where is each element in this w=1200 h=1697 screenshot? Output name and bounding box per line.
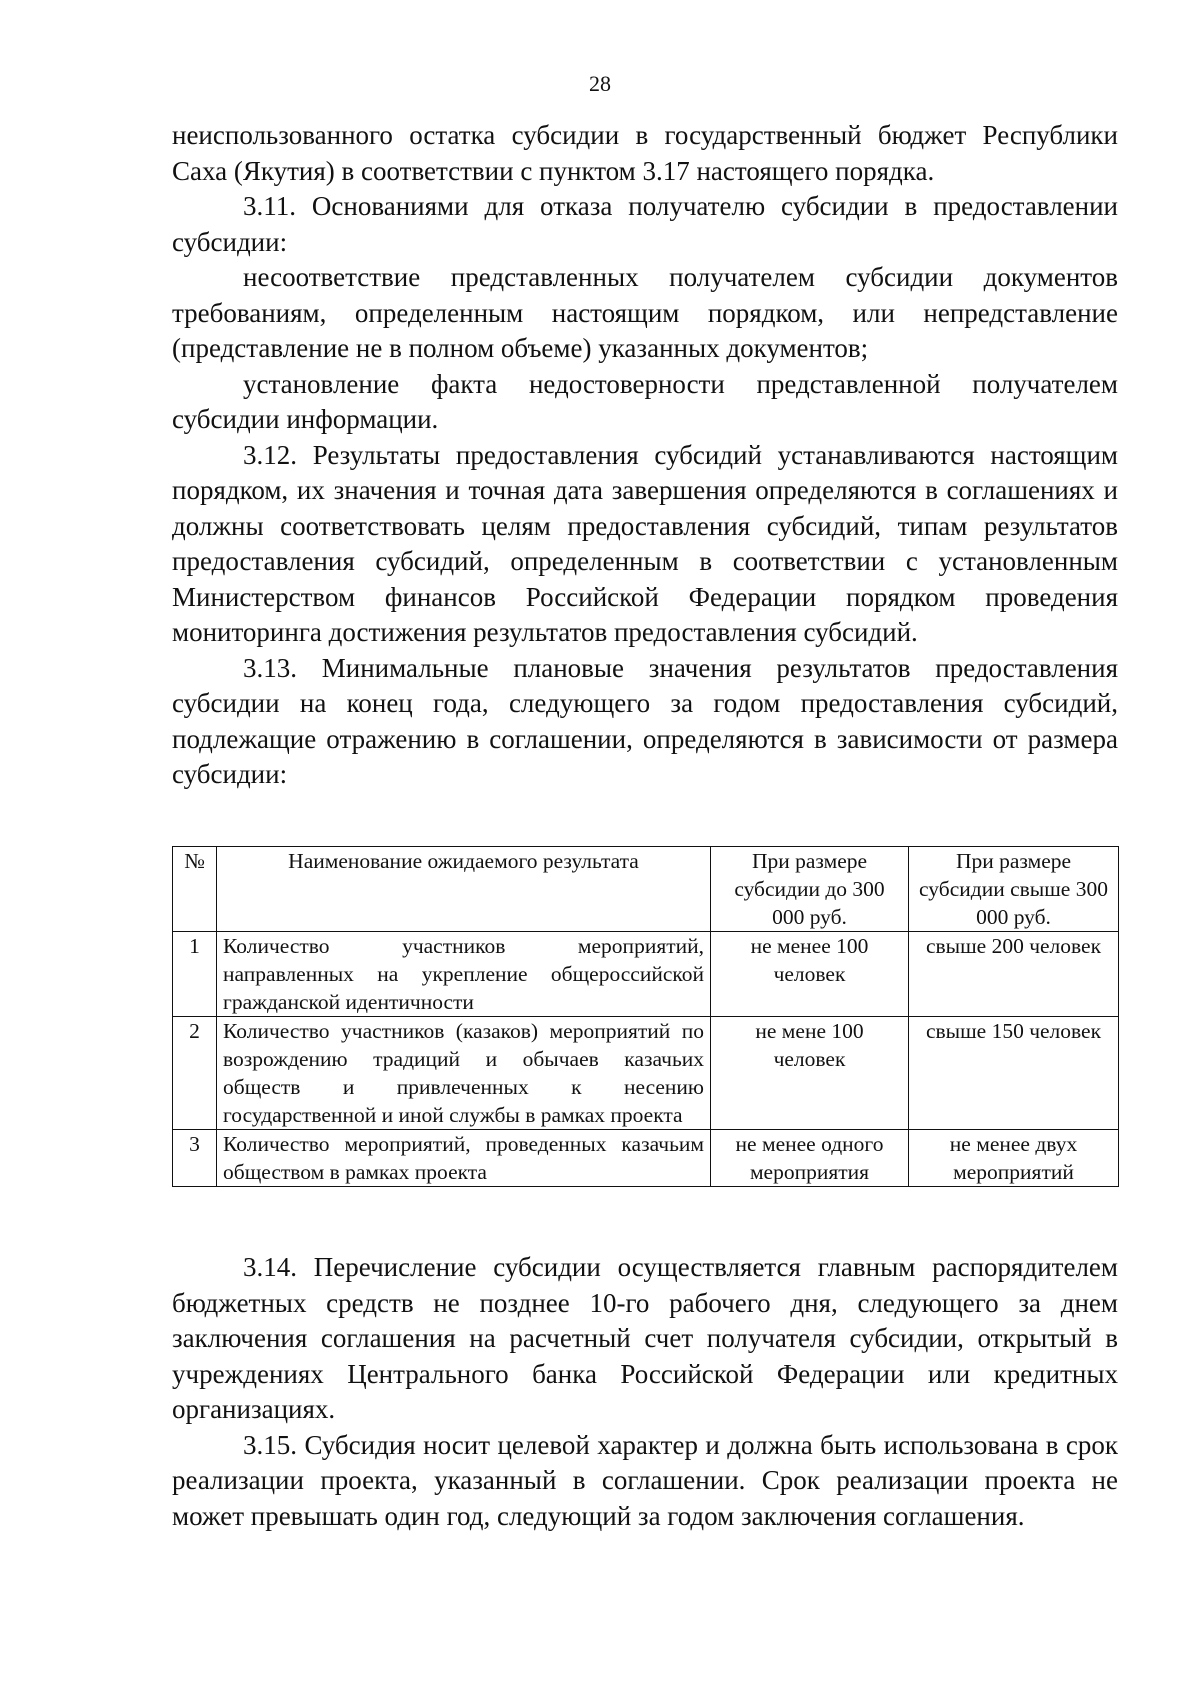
table-header-up-to-300k: При размере субсидии до 300 000 руб. [711, 847, 909, 932]
paragraph-3-11: 3.11. Основаниями для отказа получателю субсидии в предоставлении субсидии: [172, 191, 1118, 257]
table-cell-up-to-300k: не менее одного мероприятия [711, 1130, 909, 1187]
table-cell-result-name: Количество участников (казаков) мероприятий по возрождению традиций и обычаев казачьих обществ и привлеченных к несению государственной и иной службы в рамках проекта [217, 1017, 711, 1130]
paragraph-3-11-item-2: установление факта недостоверности представленной получателем субсидии информации. [172, 368, 1118, 434]
table-cell-over-300k: свыше 150 человек [909, 1017, 1119, 1130]
page-number: 28 [589, 71, 611, 96]
text-block-after-table [172, 1250, 1118, 1534]
paragraph-3-11-item-1: несоответствие представленных получателем субсидии документов требованиям, определенным настоящим порядком, или непредставление (представление не в полном объеме) указанных документов; [172, 262, 1118, 363]
paragraph-subsidy-return: неиспользованного остатка субсидии в государственный бюджет Республики Саха (Якутия) в соответствии с пунктом 3.17 настоящего порядка. [172, 120, 1118, 186]
paragraph-3-12: 3.12. Результаты предоставления субсидий устанавливаются настоящим порядком, их значения и точная дата завершения определяются в соглашениях и должны соответствовать целям предоставления субсидий, типам результатов предоставления субсидий, определенным в соответствии с установленным Министерством финансов Российской Федерации порядком проведения мониторинга достижения результатов предоставления субсидий. [172, 439, 1118, 647]
table-cell-result-name: Количество участников мероприятий, направленных на укрепление общероссийской гражданской идентичности [217, 932, 711, 1017]
text-block-before-table [172, 118, 1118, 793]
paragraph-3-14: 3.14. Перечисление субсидии осуществляется главным распорядителем бюджетных средств не позднее 10-го рабочего дня, следующего за днем заключения соглашения на расчетный счет получателя субсидии, открытый в учреждениях Центрального банка Российской Федерации или кредитных организациях. [172, 1252, 1118, 1424]
table-row [173, 1017, 1119, 1130]
table-cell-number: 2 [173, 1017, 217, 1130]
table-header-row [173, 847, 1119, 932]
table-cell-number: 3 [173, 1130, 217, 1187]
table-header-result-name: Наименование ожидаемого результата [217, 847, 711, 932]
table-header-number: № [173, 847, 217, 932]
paragraph-3-15: 3.15. Субсидия носит целевой характер и должна быть использована в срок реализации проекта, указанный в соглашении. Срок реализации проекта не может превышать один год, следующий за годом заключения соглашения. [172, 1429, 1118, 1531]
paragraph-3-13: 3.13. Минимальные плановые значения результатов предоставления субсидии на конец года, следующего за годом предоставления субсидий, подлежащие отражению в соглашении, определяются в зависимости от размера субсидии: [172, 652, 1118, 789]
table-cell-up-to-300k: не менее 100 человек [711, 932, 909, 1017]
table-cell-over-300k: не менее двух мероприятий [909, 1130, 1119, 1187]
table-header-over-300k: При размере субсидии свыше 300 000 руб. [909, 847, 1119, 932]
table-cell-number: 1 [173, 932, 217, 1017]
table-cell-up-to-300k: не мене 100 человек [711, 1017, 909, 1130]
table-cell-result-name: Количество мероприятий, проведенных казачьим обществом в рамках проекта [217, 1130, 711, 1187]
results-table [172, 846, 1119, 1187]
table-row [173, 932, 1119, 1017]
table-cell-over-300k: свыше 200 человек [909, 932, 1119, 1017]
table-row [173, 1130, 1119, 1187]
